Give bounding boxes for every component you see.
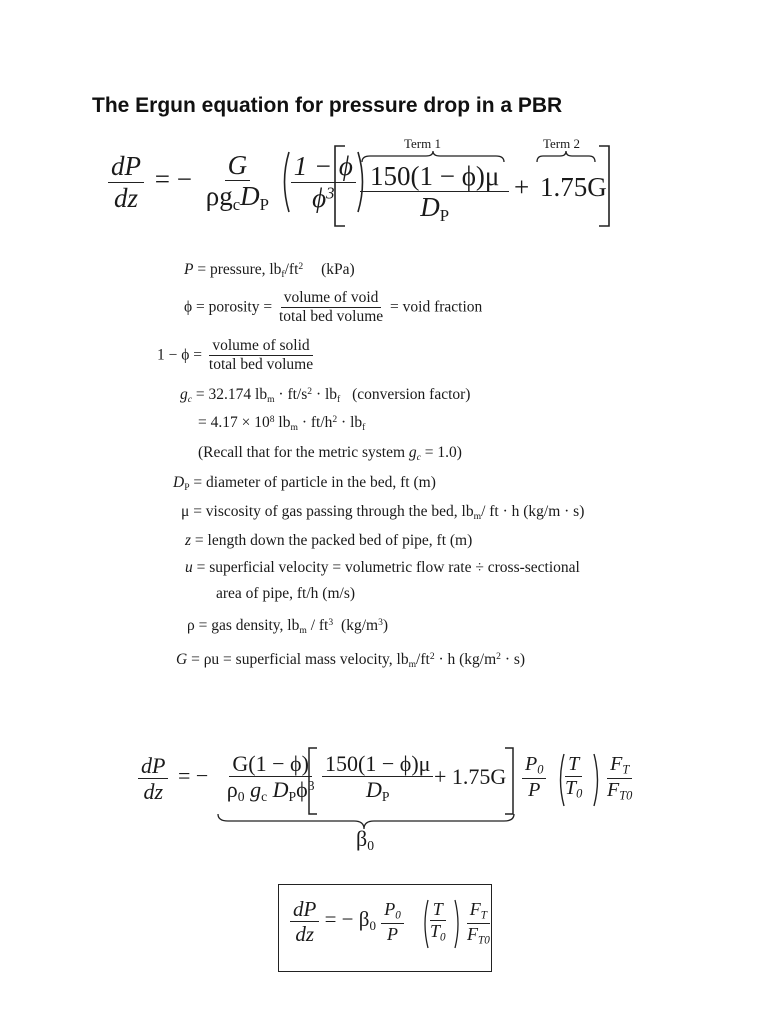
viscosity-symbol: μ — [181, 503, 190, 520]
porosity-tail: = void fraction — [390, 298, 483, 316]
phi-symbol: ϕ — [312, 182, 327, 213]
eq2-plus-text: + 1.75G — [434, 764, 507, 789]
length-text: = length down the packed bed of pipe, ft (m) — [194, 532, 473, 549]
term1-numerator: 150(1 − ϕ)μ — [360, 162, 509, 192]
pressure-sub: f — [281, 268, 285, 280]
density-unit-close: ) — [382, 617, 389, 634]
eq2-dz: dz — [143, 778, 163, 804]
def-velocity-cont — [216, 586, 355, 602]
mass-velocity-sub: m — [408, 658, 417, 670]
porosity-numerator: volume of void — [281, 290, 382, 308]
eq2-rho: ρ — [226, 777, 238, 803]
gc-sup: 2 — [307, 386, 313, 398]
gc-text: = 32.174 lb — [195, 386, 268, 403]
gc-after2: · lb — [312, 386, 338, 403]
eq2-p0-sub: 0 — [537, 762, 544, 777]
eq2-d-sub: P — [288, 789, 297, 805]
viscosity-after: / ft · h (kg/m · s) — [481, 503, 585, 520]
density-symbol: ρ — [187, 617, 195, 634]
eq2-right-bracket-icon — [502, 746, 516, 816]
gc-subscript: c — [232, 194, 241, 214]
eq2-ft0 — [604, 779, 635, 803]
beta-symbol: β — [356, 826, 368, 851]
term2-text: 1.75G — [540, 172, 607, 202]
eq3-ft — [467, 900, 490, 924]
rho-g-symbol: ρg — [205, 180, 233, 211]
gc-alt-after: lb — [274, 414, 291, 431]
eq2-ft-sym: F — [610, 753, 623, 775]
gc-alt-after3: · lb — [337, 414, 363, 431]
recall-gc: g — [408, 444, 417, 461]
eq2-g-sub: c — [261, 789, 268, 805]
def-gc-alt — [198, 415, 365, 432]
eq2-g-denominator — [224, 777, 318, 804]
eq3-equals-text: = − β — [324, 907, 370, 932]
term2-brace-icon — [535, 150, 597, 164]
dp-numerator: dP — [108, 152, 144, 182]
eq3-p: P — [387, 923, 398, 944]
eq2-left-bracket-icon — [306, 746, 320, 816]
solid-denominator: total bed volume — [208, 356, 314, 374]
eq3-t: T — [430, 900, 446, 921]
eq2-bracket-numerator: 150(1 − ϕ)μ — [322, 752, 433, 777]
porosity-symbol: ϕ — [184, 298, 193, 316]
eq3-t0 — [427, 921, 449, 944]
density-unit-sup: 3 — [378, 617, 383, 629]
pressure-after: /ft — [284, 261, 299, 278]
def-solid-fraction — [157, 338, 316, 374]
gc-lbf-sub: f — [337, 393, 341, 405]
eq2-p-ratio — [522, 754, 546, 801]
eq3-p0 — [381, 900, 404, 924]
eq3-p0-sub: 0 — [395, 908, 401, 921]
eq2-t: T — [565, 754, 582, 777]
gc-sub: c — [187, 393, 193, 405]
eq3-beta-sub: 0 — [369, 918, 376, 934]
eq3-t-right-paren-icon — [453, 898, 462, 950]
g-numerator: G — [225, 151, 251, 181]
gc-alt-sub2: f — [362, 421, 366, 433]
right-bracket-icon — [596, 144, 612, 228]
eq3-ft0-sub: T0 — [478, 934, 490, 947]
eq2-ft-sub: T — [622, 762, 630, 777]
phi-exponent: 3 — [326, 183, 335, 203]
ergun-equation — [108, 150, 368, 214]
eq2-bracket-d: D — [365, 777, 382, 803]
diameter-sub: P — [184, 481, 190, 493]
eq2-plus-term — [434, 764, 506, 790]
beta-sub: 0 — [367, 838, 375, 854]
term1-plus: + — [514, 172, 530, 202]
eq2-f-ratio — [604, 754, 635, 802]
gc-alt-sup2: 2 — [332, 414, 338, 426]
eq3-lhs — [290, 898, 319, 945]
gc-alt-sup: 8 — [269, 414, 275, 426]
density-text: = gas density, lb — [198, 617, 300, 634]
eq3-t0-sym: T — [430, 920, 441, 941]
density-unit: (kg/m — [341, 617, 379, 634]
density-sup: 3 — [328, 617, 334, 629]
solid-numerator: volume of solid — [209, 338, 312, 356]
g-denominator — [203, 181, 272, 214]
gc-alt-sub: m — [290, 421, 298, 433]
page-title: The Ergun equation for pressure drop in a PBR — [92, 94, 563, 117]
pressure-symbol: P — [184, 261, 194, 278]
length-symbol: z — [185, 532, 192, 549]
term1-label: Term 1 — [404, 136, 441, 151]
eq2-bracket-fraction — [322, 752, 433, 804]
eq2-ft0-sym: F — [607, 778, 620, 801]
def-velocity — [185, 560, 580, 576]
eq3-dp: dP — [290, 898, 319, 922]
def-diameter — [173, 475, 436, 492]
gc-lbm-sub: m — [267, 393, 275, 405]
density-after: / ft — [306, 617, 329, 634]
mass-velocity-symbol: G — [176, 651, 188, 668]
eq2-g-num-text: G(1 − ϕ) — [232, 751, 309, 776]
def-viscosity — [181, 504, 584, 521]
eq2-t-right-paren-icon — [592, 752, 602, 808]
eq2-t0-sym: T — [565, 777, 577, 799]
eq2-phi: ϕ — [296, 777, 308, 803]
eq3-t0-sub: 0 — [440, 931, 446, 944]
velocity-text: = superficial velocity = volumetric flow rate ÷ cross-sectional — [196, 559, 580, 576]
diameter-text: = diameter of particle in the bed, ft (m) — [193, 474, 436, 491]
eq2-p0-sym: P — [525, 753, 538, 775]
def-porosity — [184, 290, 482, 326]
eq3-f-ratio — [464, 900, 493, 947]
gc-symbol: g — [180, 386, 188, 403]
equals-minus: = − — [154, 164, 192, 195]
simplified-equation — [290, 898, 404, 945]
eq3-ft-sub: T — [480, 909, 487, 922]
eq2-t0-sub: 0 — [576, 786, 583, 801]
porosity-denominator: total bed volume — [278, 308, 384, 326]
eq2-t-ratio — [562, 754, 585, 801]
mass-velocity-text: = ρu = superficial mass velocity, lb — [191, 651, 409, 668]
eq3-dz: dz — [295, 922, 314, 947]
eq3-ft0 — [464, 924, 493, 947]
porosity-text: = porosity = — [196, 298, 273, 316]
eq2-bracket-denominator — [363, 777, 392, 804]
porosity-fraction — [276, 290, 386, 326]
eq2-ft0-sub: T0 — [619, 788, 633, 803]
pressure-text: = pressure, lb — [197, 261, 282, 278]
eq2-rho-sub: 0 — [237, 789, 245, 805]
ergun-equation-expanded — [138, 752, 318, 804]
pressure-unit: (kPa) — [321, 261, 355, 278]
gc-after: · ft/s — [274, 386, 308, 403]
gc-tail: (conversion factor) — [352, 386, 471, 403]
eq3-ft0-sym: F — [467, 924, 478, 945]
density-sub: m — [299, 624, 307, 636]
mass-velocity-after3: · s) — [500, 651, 526, 668]
solid-fraction — [206, 338, 316, 374]
eq2-g-fraction — [224, 752, 318, 804]
eq3-t-ratio — [427, 900, 449, 944]
term2-label: Term 2 — [543, 136, 580, 151]
mass-velocity-sup2: 2 — [496, 651, 501, 663]
eq3-p0-sym: P — [384, 898, 396, 919]
eq2-g: g — [244, 777, 262, 803]
left-paren-icon — [279, 150, 291, 214]
velocity-cont-text: area of pipe, ft/h (m/s) — [216, 585, 356, 602]
eq2-dp: dP — [138, 754, 168, 779]
eq2-t0 — [562, 777, 585, 801]
mass-velocity-sup: 2 — [429, 651, 435, 663]
viscosity-sub: m — [473, 510, 482, 522]
eq2-p: P — [528, 778, 541, 801]
dp-symbol: D — [240, 180, 260, 211]
gc-alt-text: = 4.17 × 10 — [198, 414, 270, 431]
dp-subscript: P — [259, 194, 269, 214]
left-bracket-icon — [332, 144, 348, 228]
gc-alt-after2: · ft/h — [297, 414, 333, 431]
def-length — [185, 533, 472, 549]
eq2-equals-minus: = − — [177, 763, 209, 789]
recall-gc-sub: c — [416, 451, 421, 463]
term1-denominator — [417, 192, 452, 225]
def-mass-velocity — [176, 652, 525, 669]
term1-fraction — [360, 162, 509, 225]
eq2-g-numerator — [229, 752, 312, 777]
dz-denominator: dz — [113, 182, 138, 213]
eq3-p-ratio — [381, 900, 404, 944]
eq2-phi-exp: 3 — [307, 778, 315, 794]
def-pressure — [184, 262, 355, 279]
eq2-bracket-d-sub: P — [381, 789, 390, 805]
recall-text: (Recall that for the metric system — [198, 444, 409, 461]
eq3-equals-beta — [324, 907, 376, 934]
beta0-label — [356, 826, 374, 854]
def-gc — [180, 387, 470, 404]
eq2-p0 — [522, 754, 546, 779]
velocity-symbol: u — [185, 559, 193, 576]
solid-fraction-symbol: 1 − ϕ = — [157, 346, 203, 364]
eq3-ft-sym: F — [469, 899, 481, 919]
pressure-sup: 2 — [298, 261, 304, 273]
phi-numerator: 1 − ϕ — [291, 152, 356, 182]
recall-tail: = 1.0) — [420, 444, 462, 461]
mass-velocity-after: /ft — [416, 651, 430, 668]
mass-velocity-after2: · h (kg/m — [434, 651, 497, 668]
g-fraction — [203, 151, 272, 214]
term1-d-subscript: P — [439, 206, 450, 226]
eq2-d: D — [267, 777, 289, 803]
diameter-symbol: D — [173, 474, 185, 491]
def-recall — [198, 445, 462, 462]
term1-d: D — [420, 192, 440, 223]
dp-dz-fraction — [108, 152, 144, 212]
def-density — [187, 618, 388, 635]
viscosity-text: = viscosity of gas passing through the bed, lb — [193, 503, 474, 520]
eq2-ft — [607, 754, 632, 779]
eq2-lhs — [138, 754, 168, 803]
